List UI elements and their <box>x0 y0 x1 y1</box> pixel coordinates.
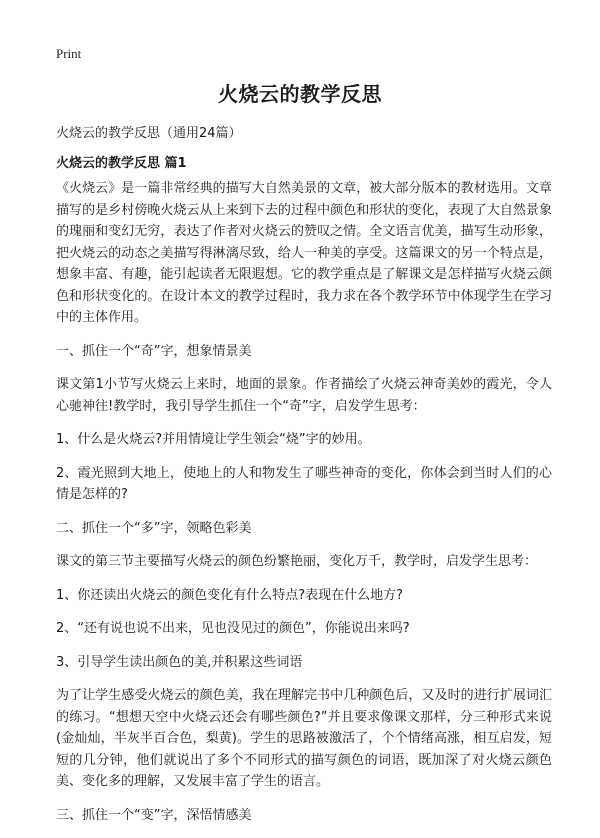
article-body <box>56 178 552 838</box>
list-item: 3、引导学生读出颜色的美,并积累这些词语 <box>56 654 303 670</box>
list-item: 1、你还读出火烧云的颜色变化有什么特点?表现在什么地方? <box>56 587 404 603</box>
intro-paragraph: 《火烧云》是一篇非常经典的描写大自然美景的文章，被大部分版本的教材选用。文章描写的是乡村傍晚火烧云从上来到下去的过程中颜色和形状的变化，表现了大自然景象的瑰丽和变幻无穷，表达了作者对火烧云的赞叹之情。全文语言优美，描写生动形象，把火烧云的动态之美描写得淋漓尽致，给人一种美的享受。这篇课文的另一个特点是，想象丰富、有趣，能引起读者无限遐想。它的教学重点是了解课文是怎样描写火烧云颜色和形状变化的。在设计本文的教学过程时，我力求在各个教学环节中体现学生在学习中的主体作用。 <box>56 181 552 325</box>
document-subtitle: 火烧云的教学反思（通用24篇） <box>56 126 242 141</box>
paragraph: 为了让学生感受火烧云的颜色美，我在理解完书中几种颜色后，又及时的进行扩展词汇的练习。“想想天空中火烧云还会有哪些颜色?”并且要求像课文那样，分三种形式来说(金灿灿，半灰半百合色，梨黄)。学生的思路被激活了，个个情绪高涨，相互启发，短短的几分钟，他们就说出了多个不同形式的描写颜色的词语，既加深了对火烧云颜色美、变化多的理解，又发展丰富了学生的语言。 <box>56 688 552 789</box>
section-heading: 火烧云的教学反思 篇1 <box>56 156 187 171</box>
list-item: 2、霞光照到大地上，使地上的人和物发生了哪些神奇的变化，你体会到当时人们的心情是怎样的? <box>56 465 552 502</box>
list-item: 2、“还有说也说不出来，见也没见过的颜色”，你能说出来吗? <box>56 621 410 636</box>
subheading-bian: 三、抓住一个“变”字，深悟情感美 <box>56 807 252 823</box>
list-item: 1、什么是火烧云?并用情境让学生领会“烧”字的妙用。 <box>56 432 371 447</box>
subheading-duo: 二、抓住一个“多”字，领略色彩美 <box>56 520 252 536</box>
paragraph: 课文第1小节写火烧云上来时，地面的景象。作者描绘了火烧云神奇美妙的霞光，令人心驰神往!教学时，我引导学生抓住一个“奇”字，启发学生思考： <box>56 377 552 414</box>
subheading-qi: 一、抓住一个“奇”字，想象情景美 <box>56 343 252 359</box>
page-title: 火烧云的教学反思 <box>218 82 382 106</box>
paragraph: 课文的第三节主要描写火烧云的颜色纷繁艳丽，变化万千，教学时，启发学生思考： <box>56 554 538 569</box>
print-link[interactable]: Print <box>56 46 82 61</box>
